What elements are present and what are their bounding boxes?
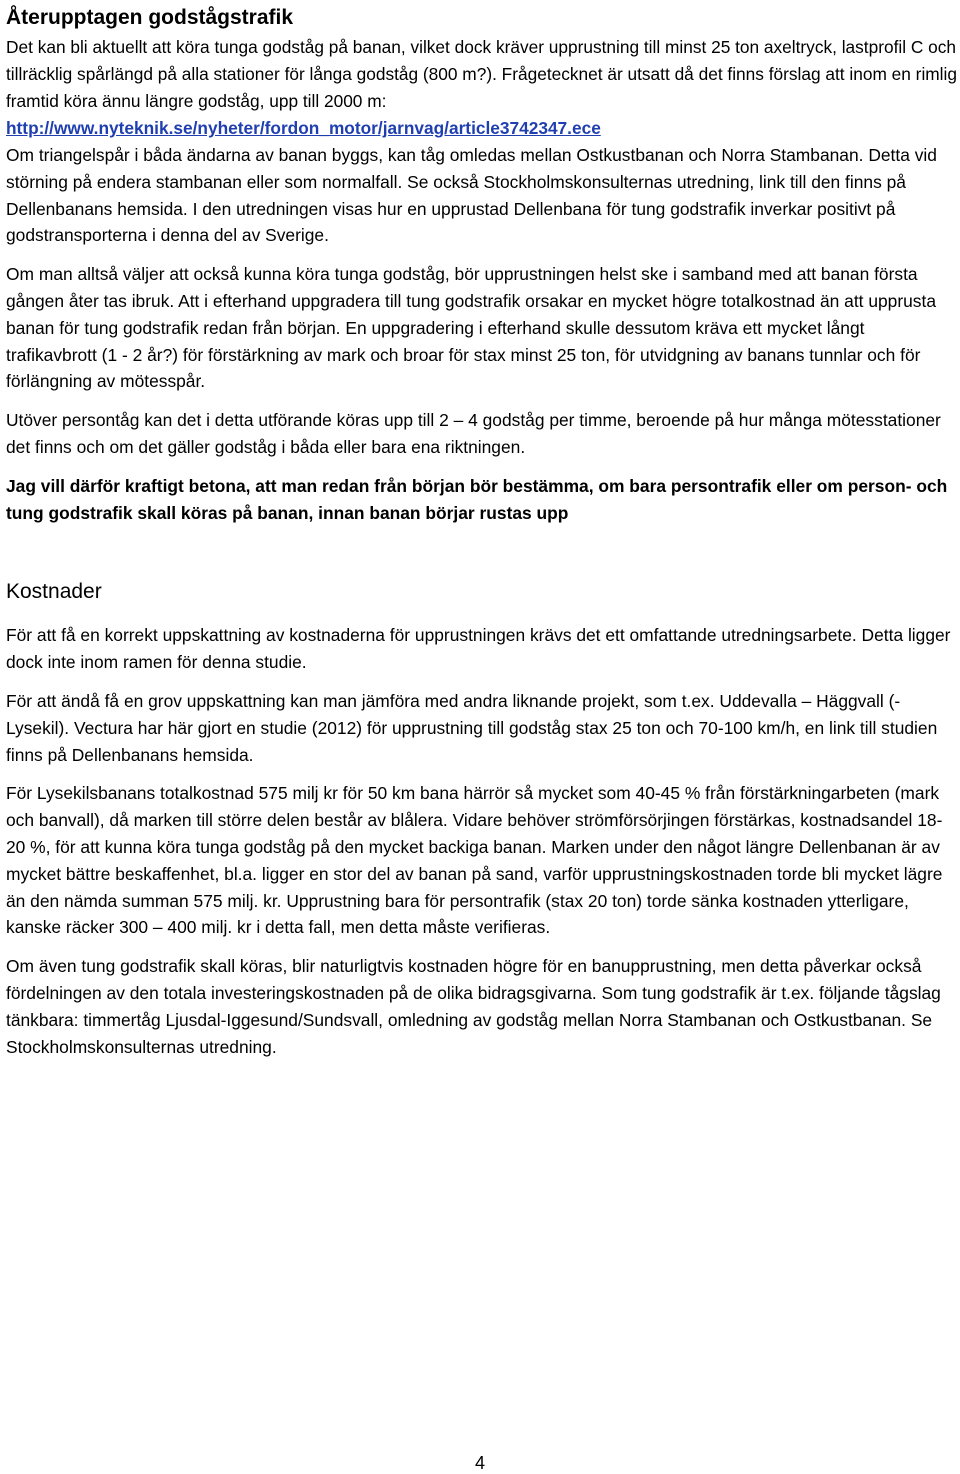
paragraph-spacer	[6, 941, 958, 953]
page-number: 4	[474, 1453, 485, 1473]
section-heading-godstrafik: Återupptagen godstågstrafik	[6, 6, 294, 29]
intro-paragraph	[6, 34, 958, 142]
paragraph-spacer	[6, 395, 958, 407]
paragraph-spacer	[6, 249, 958, 261]
paragraph-spacer	[6, 676, 958, 688]
kostnader-paragraph-1: För att få en korrekt uppskattning av kostnaderna för upprustningen krävs det ett omfattande utredningsarbete. Detta ligger dock inte inom ramen för denna studie.	[6, 625, 951, 673]
document-page	[6, 0, 958, 1060]
section-spacer	[6, 526, 958, 578]
kostnader-paragraph-3: För Lysekilsbanans totalkostnad 575 milj kr för 50 km bana härrör så mycket som 40-45 % från förstärkningarbeten (mark och banvall), då marken till större delen består av blålera. Vidare behöver strömförsörjingen förstärkas, kostnadsandel 18-20 %, för att kunna köra tunga godståg på den mycket backiga banan. Marken under den något längre Dellenbanan är av mycket bättre beskaffenhet, bl.a. ligger en stor del av banan på sand, varför upprustningskostnaden torde bli mycket lägre än den nämda summan 575 milj. kr. Upprustning bara för persontrafik (stax 20 ton) torde sänka kostnaden ytterligare, kanske räcker 300 – 400 milj. kr i detta fall, men detta måste verifieras.	[6, 783, 943, 938]
intro-text: Det kan bli aktuellt att köra tunga godståg på banan, vilket dock kräver upprustning till minst 25 ton axeltryck, lastprofil C och tillräcklig spårlängd på alla stationer för långa godståg (800 m?). Frågetecknet är utsatt då det finns förslag att inom en rimlig framtid köra ännu längre godståg, upp till 2000 m:	[6, 37, 957, 111]
paragraph-spacer	[6, 461, 958, 473]
kostnader-paragraph-4: Om även tung godstrafik skall köras, blir naturligtvis kostnaden högre för en banupprustning, men detta påverkar också fördelningen av den totala investeringskostnaden på de olika bidragsgivarna. Som tung godstrafik är t.ex. följande tågslag tänkbara: timmertåg Ljusdal-Iggesund/Sundsvall, omledning av godståg mellan Norra Stambanan och Ostkustbanan. Se Stockholmskonsulternas utredning.	[6, 956, 941, 1057]
triangelspar-paragraph: Om triangelspår i båda ändarna av banan byggs, kan tåg omledas mellan Ostkustbanan och Norra Stambanan. Detta vid störning på endera stambanan eller som normalfall. Se också Stockholmskonsulternas utredning, link till den finns på Dellenbanans hemsida. I den utredningen visas hur en upprustad Dellenbana för tung godstrafik inverkar positivt på godstransporterna i denna del av Sverige.	[6, 145, 937, 246]
section-heading-kostnader: Kostnader	[6, 580, 102, 604]
nyteknik-article-link[interactable]: http://www.nyteknik.se/nyheter/fordon_motor/jarnvag/article3742347.ece	[6, 118, 601, 138]
emphasis-paragraph: Jag vill därför kraftigt betona, att man redan från början bör bestämma, om bara persontrafik eller om person- och tung godstrafik skall köras på banan, innan banan börjar rustas upp	[6, 475, 948, 523]
godstag-paragraph: Utöver persontåg kan det i detta utförande köras upp till 2 – 4 godståg per timme, beroende på hur många mötesstationer det finns och om det gäller godståg i båda eller bara ena riktningen.	[6, 410, 941, 457]
paragraph-spacer	[6, 768, 958, 780]
kostnader-paragraph-2: För att ändå få en grov uppskattning kan man jämföra med andra liknande projekt, som t.ex. Uddevalla – Häggvall (-Lysekil). Vectura har här gjort en studie (2012) för upprustning till godståg stax 25 ton och 70-100 km/h, en link till studien finns på Dellenbanans hemsida.	[6, 690, 938, 765]
upprustning-paragraph: Om man alltså väljer att också kunna köra tunga godståg, bör upprustningen helst ske i samband med att banan första gången åter tas ibruk. Att i efterhand uppgradera till tung godstrafik orsakar en mycket högre totalkostnad än att upprusta banan för tung godstrafik redan från början. En uppgradering i efterhand skulle dessutom kräva ett mycket långt trafikavbrott (1 - 2 år?) för förstärkning av mark och broar för stax minst 25 ton, för utvidgning av banans tunnlar och för förlängning av mötesspår.	[6, 264, 936, 392]
heading-spacer	[6, 606, 958, 622]
